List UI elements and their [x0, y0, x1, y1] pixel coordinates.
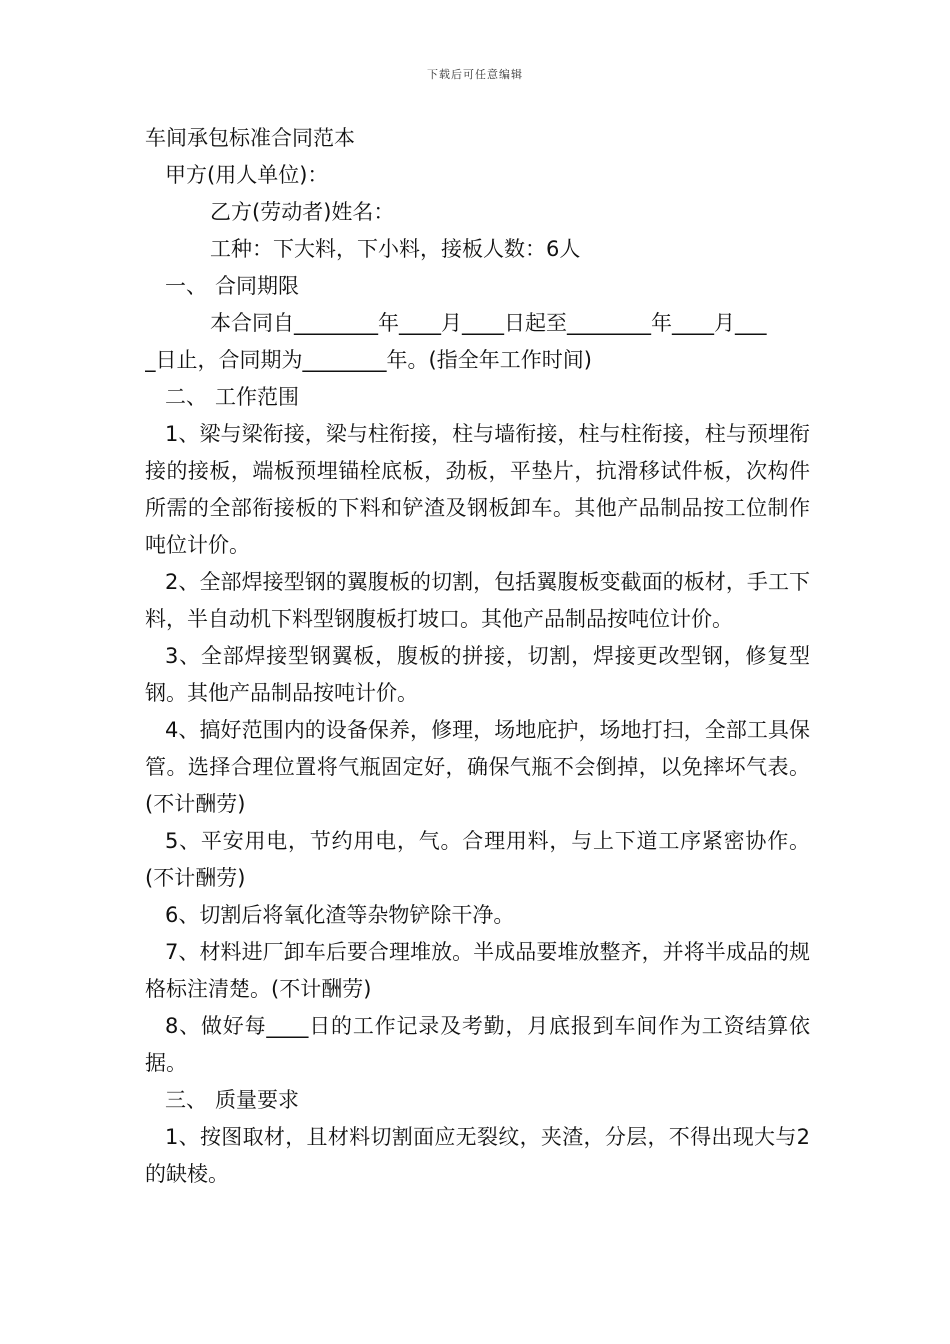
section-1-heading — [145, 268, 810, 305]
scope-item-4: 4、搞好范围内的设备保养，修理，场地庇护，场地打扫，全部工具保管。选择合理位置将气瓶固定好，确保气瓶不会倒掉，以免摔坏气表。(不计酬劳) — [145, 718, 810, 816]
party-b-line: 乙方(劳动者)姓名： — [210, 200, 395, 224]
section-3-number: 三、 — [165, 1088, 207, 1112]
scope-item-8: 8、做好每____日的工作记录及考勤，月底报到车间作为工资结算依据。 — [145, 1014, 810, 1075]
header-note: 下载后可任意编辑 — [427, 68, 523, 81]
quality-item-1: 1、按图取材，且材料切割面应无裂纹，夹渣，分层，不得出现大与2的缺棱。 — [145, 1125, 810, 1186]
document-title: 车间承包标准合同范本 — [145, 126, 355, 150]
contract-term-line-1: 本合同自________年____月____日起至________年____月___ — [210, 311, 767, 335]
work-type-line: 工种：下大料，下小料，接板人数：6人 — [210, 237, 581, 261]
section-1-number: 一、 — [165, 274, 207, 298]
scope-item-6: 6、切割后将氧化渣等杂物铲除干净。 — [165, 903, 515, 927]
scope-item-2: 2、全部焊接型钢的翼腹板的切割，包括翼腹板变截面的板材，手工下料，半自动机下料型钢腹板打坡口。其他产品制品按吨位计价。 — [145, 570, 810, 631]
scope-item-3: 3、全部焊接型钢翼板，腹板的拼接，切割，焊接更改型钢，修复型钢。其他产品制品按吨计价。 — [145, 644, 810, 705]
party-a-line: 甲方(用人单位)： — [165, 163, 329, 187]
section-1-title: 合同期限 — [215, 274, 299, 298]
scope-item-5: 5、平安用电，节约用电，气。合理用料，与上下道工序紧密协作。(不计酬劳) — [145, 829, 810, 890]
contract-term-line-2: _日止，合同期为________年。(指全年工作时间) — [145, 348, 592, 372]
document-body — [145, 120, 810, 1193]
section-2-title: 工作范围 — [215, 385, 299, 409]
section-2-heading — [145, 379, 810, 416]
scope-item-1: 1、梁与梁衔接，梁与柱衔接，柱与墙衔接，柱与柱衔接，柱与预埋衔接的接板，端板预埋锚栓底板，劲板，平垫片，抗滑移试件板，次构件所需的全部衔接板的下料和铲渣及钢板卸车。其他产品制品按工位制作吨位计价。 — [145, 422, 810, 557]
section-2-number: 二、 — [165, 385, 207, 409]
scope-item-7: 7、材料进厂卸车后要合理堆放。半成品要堆放整齐，并将半成品的规格标注清楚。(不计酬劳) — [145, 940, 810, 1001]
section-3-title: 质量要求 — [215, 1088, 299, 1112]
section-3-heading — [145, 1082, 810, 1119]
